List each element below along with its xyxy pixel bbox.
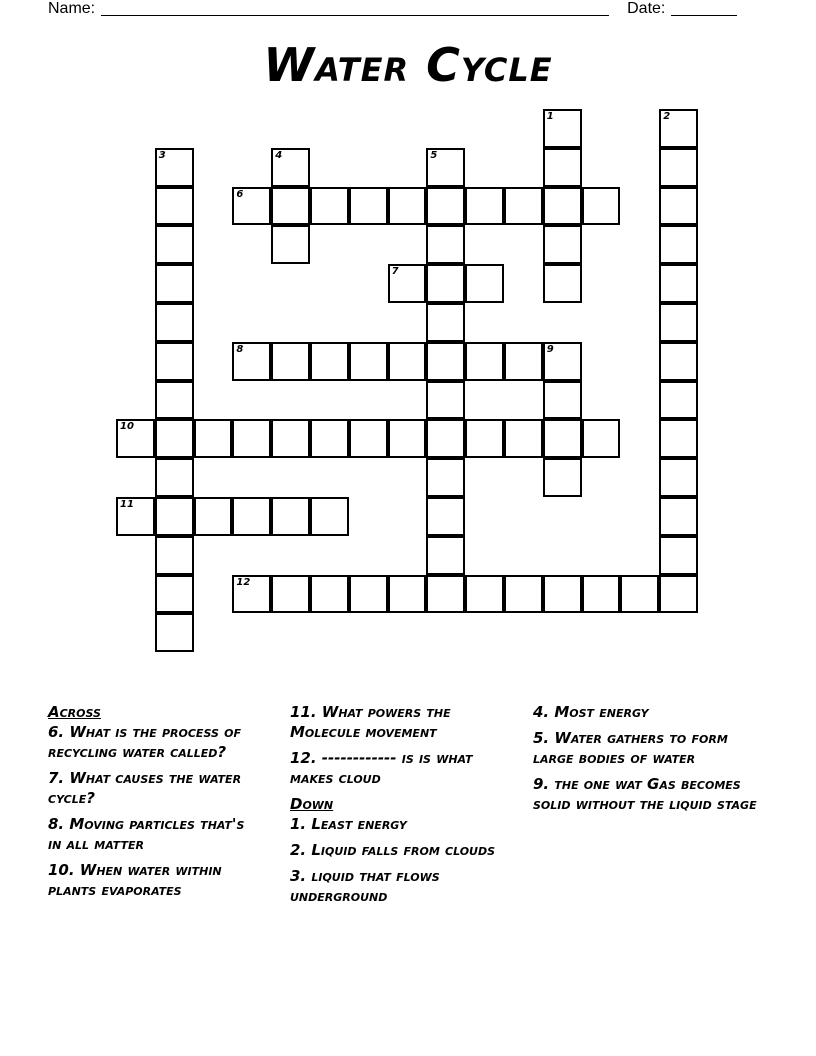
clue-across-7: 7. What causes the water cycle?: [48, 769, 242, 807]
clues-column-1: [48, 702, 258, 906]
crossword-cell[interactable]: [271, 575, 310, 614]
crossword-cell[interactable]: [465, 575, 504, 614]
crossword-cell[interactable]: [155, 419, 194, 458]
crossword-cell[interactable]: [659, 303, 698, 342]
crossword-cell[interactable]: [504, 187, 543, 226]
crossword-cell[interactable]: [582, 575, 621, 614]
date-label: Date:: [627, 0, 666, 17]
name-label: Name:: [48, 0, 96, 17]
clue-down-2: 2. Liquid falls from clouds: [290, 841, 496, 859]
clue-across-12: 12. ------------ is is what makes cloud: [290, 749, 473, 787]
crossword-cell[interactable]: [271, 497, 310, 536]
crossword-cell[interactable]: [504, 419, 543, 458]
crossword-cell[interactable]: [155, 187, 194, 226]
crossword-cell[interactable]: [543, 109, 582, 148]
clue-number: 4: [275, 149, 283, 161]
clue-number: 6: [236, 188, 244, 200]
clue-down-4: 4. Most energy: [533, 703, 649, 721]
crossword-cell[interactable]: [155, 225, 194, 264]
crossword-cell[interactable]: [426, 458, 465, 497]
crossword-cell[interactable]: [155, 575, 194, 614]
crossword-cell[interactable]: [465, 264, 504, 303]
crossword-cell[interactable]: [465, 342, 504, 381]
crossword-cell[interactable]: [543, 419, 582, 458]
crossword-cell[interactable]: [271, 148, 310, 187]
crossword-cell[interactable]: [116, 497, 155, 536]
clues-column-2: [290, 702, 505, 912]
crossword-cell[interactable]: [116, 419, 155, 458]
crossword-cell[interactable]: [155, 148, 194, 187]
crossword-cell[interactable]: [271, 419, 310, 458]
clue-number: 11: [120, 499, 134, 510]
crossword-cell[interactable]: [232, 575, 271, 614]
crossword-cell[interactable]: [426, 187, 465, 226]
crossword-cell[interactable]: [271, 342, 310, 381]
crossword-cell[interactable]: [659, 536, 698, 575]
crossword-cell[interactable]: [310, 497, 349, 536]
crossword-cell[interactable]: [310, 342, 349, 381]
crossword-cell[interactable]: [388, 264, 427, 303]
down-heading: Down: [290, 795, 334, 813]
crossword-cell[interactable]: [543, 148, 582, 187]
crossword-cell[interactable]: [232, 419, 271, 458]
clue-across-6: 6. What is the process of recycling water called?: [48, 723, 241, 761]
crossword-cell[interactable]: [194, 419, 233, 458]
crossword-cell[interactable]: [659, 497, 698, 536]
crossword-cell[interactable]: [194, 497, 233, 536]
crossword-cell[interactable]: [271, 225, 310, 264]
crossword-cell[interactable]: [426, 536, 465, 575]
clue-number: 10: [120, 421, 134, 433]
crossword-cell[interactable]: [155, 264, 194, 303]
clue-down-9: 9. the one wat Gas becomes solid without the liquid stage: [533, 775, 757, 813]
crossword-cell[interactable]: [543, 575, 582, 614]
crossword-cell[interactable]: [659, 264, 698, 303]
crossword-cell[interactable]: [155, 342, 194, 381]
crossword-cell[interactable]: [388, 419, 427, 458]
crossword-cell[interactable]: [465, 187, 504, 226]
clue-number: 9: [546, 343, 554, 355]
clue-down-3: 3. liquid that flows underground: [290, 867, 440, 905]
crossword-cell[interactable]: [232, 342, 271, 381]
page-title: Water Cycle: [263, 38, 553, 92]
crossword-cell[interactable]: [155, 536, 194, 575]
crossword-cell[interactable]: [659, 225, 698, 264]
crossword-cell[interactable]: [659, 575, 698, 614]
crossword-cell[interactable]: [232, 497, 271, 536]
crossword-cell[interactable]: [271, 187, 310, 226]
crossword-cell[interactable]: [659, 109, 698, 148]
crossword-cell[interactable]: [155, 613, 194, 652]
crossword-cell[interactable]: [543, 264, 582, 303]
crossword-cell[interactable]: [504, 342, 543, 381]
crossword-cell[interactable]: [388, 342, 427, 381]
clue-across-11: 11. What powers the Molecule movement: [290, 703, 451, 741]
clue-across-10: 10. When water within plants evaporates: [48, 861, 222, 899]
crossword-cell[interactable]: [543, 225, 582, 264]
crossword-cell[interactable]: [426, 148, 465, 187]
clue-down-5: 5. Water gathers to form large bodies of water: [533, 729, 728, 767]
crossword-cell[interactable]: [310, 419, 349, 458]
crossword-cell[interactable]: [426, 342, 465, 381]
crossword-cell[interactable]: [543, 458, 582, 497]
crossword-cell[interactable]: [232, 187, 271, 226]
crossword-cell[interactable]: [426, 575, 465, 614]
crossword-cell[interactable]: [349, 575, 388, 614]
crossword-cell[interactable]: [504, 575, 543, 614]
crossword-cell[interactable]: [155, 381, 194, 420]
crossword-cell[interactable]: [659, 187, 698, 226]
clue-number: 5: [430, 149, 438, 161]
crossword-cell[interactable]: [388, 575, 427, 614]
crossword-cell[interactable]: [426, 225, 465, 264]
crossword-cell[interactable]: [426, 381, 465, 420]
clue-number: 7: [391, 266, 399, 278]
clue-number: 2: [663, 111, 671, 122]
crossword-cell[interactable]: [582, 419, 621, 458]
crossword-cell[interactable]: [659, 458, 698, 497]
crossword-cell[interactable]: [543, 342, 582, 381]
crossword-cell[interactable]: [426, 264, 465, 303]
crossword-cell[interactable]: [582, 187, 621, 226]
clue-number: 1: [546, 111, 554, 122]
crossword-cell[interactable]: [349, 419, 388, 458]
crossword-cell[interactable]: [659, 419, 698, 458]
clue-down-1: 1. Least energy: [290, 815, 407, 833]
crossword-cell[interactable]: [659, 342, 698, 381]
crossword-cell[interactable]: [543, 187, 582, 226]
clue-number: 3: [158, 149, 166, 161]
crossword-cell[interactable]: [465, 419, 504, 458]
crossword-cell[interactable]: [426, 419, 465, 458]
clue-number: 8: [236, 343, 244, 355]
crossword-cell[interactable]: [349, 187, 388, 226]
across-heading: Across: [48, 703, 101, 721]
crossword-cell[interactable]: [310, 187, 349, 226]
clues-column-3: [533, 702, 763, 820]
clue-across-8: 8. Moving particles that's in all matter: [48, 815, 245, 853]
crossword-cell[interactable]: [155, 497, 194, 536]
crossword-cell[interactable]: [620, 575, 659, 614]
crossword-cell[interactable]: [543, 381, 582, 420]
crossword-cell[interactable]: [659, 148, 698, 187]
crossword-cell[interactable]: [659, 381, 698, 420]
crossword-cell[interactable]: [155, 458, 194, 497]
crossword-cell[interactable]: [310, 575, 349, 614]
crossword-cell[interactable]: [155, 303, 194, 342]
crossword-cell[interactable]: [426, 303, 465, 342]
crossword-cell[interactable]: [426, 497, 465, 536]
clue-number: 12: [236, 576, 251, 588]
crossword-cell[interactable]: [388, 187, 427, 226]
crossword-cell[interactable]: [349, 342, 388, 381]
